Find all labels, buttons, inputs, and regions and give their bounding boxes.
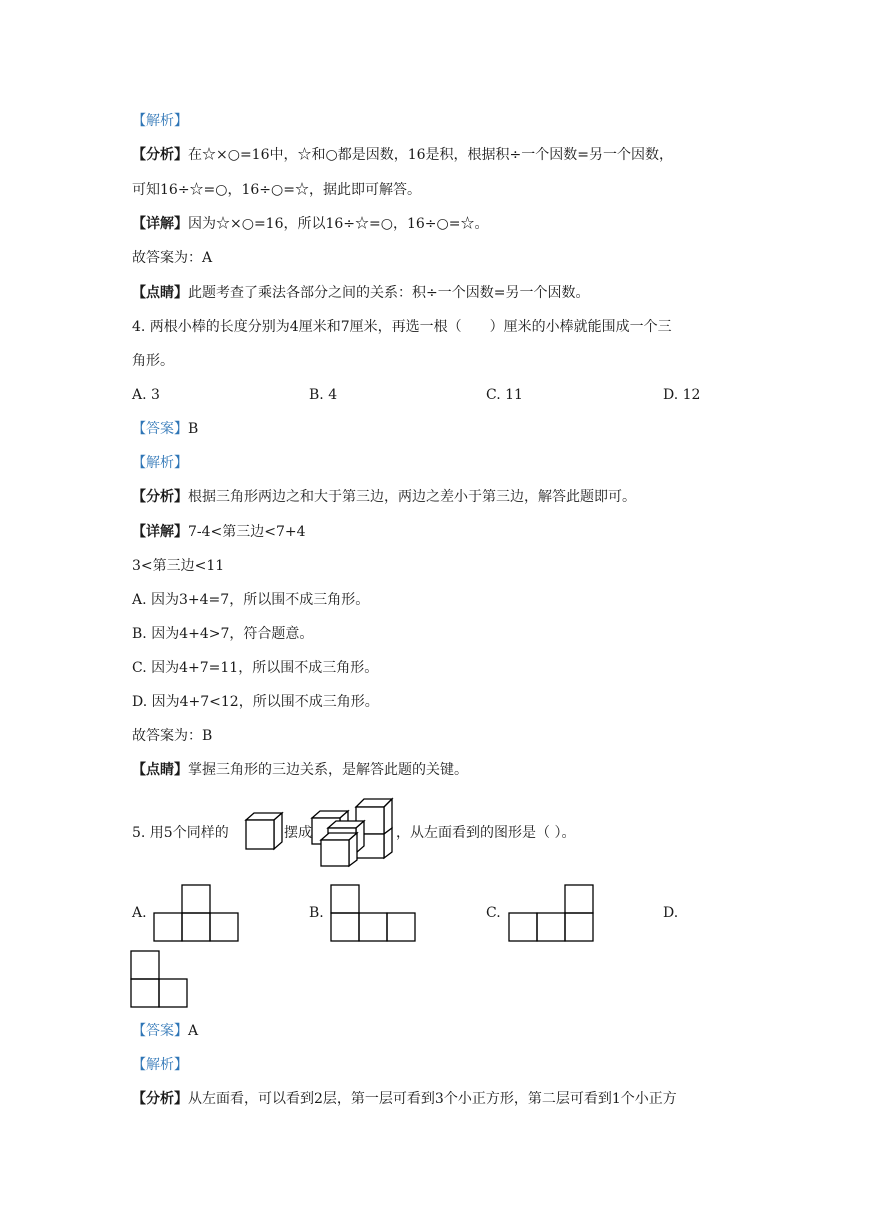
q3-answer-line: 故答案为：A: [132, 250, 213, 266]
q5-stem-part-a: 5. 用5个同样的: [132, 825, 229, 841]
q5-option-d-label: D.: [663, 905, 679, 921]
q5-fenxi-line: [132, 1089, 677, 1109]
q4-fenxi-text: 根据三角形两边之和大于第三边，两边之差小于第三边，解答此题即可。: [188, 489, 636, 505]
option-a-figure: [153, 884, 241, 942]
q4-check-d: D. 因为4+7<12，所以围不成三角形。: [132, 694, 379, 710]
q3-dianjing-line: [132, 283, 589, 303]
q3-xiangjie-text: 因为☆×○=16，所以16÷☆=○，16÷○=☆。: [188, 216, 489, 232]
q4-dianjing-line: [132, 760, 468, 780]
fenxi-tag: 【分析】: [132, 147, 188, 163]
option-c-figure: [508, 884, 596, 942]
daan-tag: 【答案】: [132, 1023, 188, 1039]
dianjing-tag: 【点睛】: [132, 762, 188, 778]
fenxi-tag: 【分析】: [132, 489, 188, 505]
q4-xiangjie-text: 7-4<第三边<7+4: [188, 524, 306, 540]
q4-option-d: D. 12: [663, 387, 701, 403]
q4-analysis-heading: 【解析】: [132, 455, 188, 471]
q3-xiangjie-line: [132, 214, 488, 234]
option-b-figure: [330, 884, 418, 942]
q4-check-b: B. 因为4+4>7，符合题意。: [132, 626, 314, 642]
q4-option-c: C. 11: [486, 387, 523, 403]
q5-option-b-label: B.: [309, 905, 324, 921]
dianjing-tag: 【点睛】: [132, 285, 188, 301]
q3-fenxi-line-2: 可知16÷☆=○，16÷○=☆，据此即可解答。: [132, 182, 421, 198]
q4-check-a: A. 因为3+4=7，所以围不成三角形。: [132, 592, 370, 608]
fenxi-tag: 【分析】: [132, 1091, 188, 1107]
q4-check-c: C. 因为4+7=11，所以围不成三角形。: [132, 660, 379, 676]
q4-stem-line-2: 角形。: [132, 353, 174, 369]
q5-answer-value: A: [188, 1023, 199, 1039]
q3-fenxi-line-1: [132, 145, 673, 165]
q5-answer-heading: [132, 1021, 198, 1041]
single-cube-figure: [244, 810, 284, 852]
q5-stem-part-c: ，从左面看到的图形是（ ）。: [396, 825, 576, 841]
q5-fenxi-text: 从左面看，可以看到2层，第一层可看到3个小正方形，第二层可看到1个小正方: [188, 1091, 677, 1107]
stacked-cubes-figure: [310, 796, 396, 868]
xiangjie-tag: 【详解】: [132, 216, 188, 232]
q5-option-a-label: A.: [132, 905, 147, 921]
q4-xiangjie-line: [132, 522, 306, 542]
q3-dianjing-text: 此题考查了乘法各部分之间的关系：积÷一个因数=另一个因数。: [188, 285, 590, 301]
q5-option-c-label: C.: [486, 905, 501, 921]
q5-analysis-heading: 【解析】: [132, 1057, 188, 1073]
q4-answer-heading: [132, 419, 198, 439]
xiangjie-tag: 【详解】: [132, 524, 188, 540]
daan-tag: 【答案】: [132, 421, 188, 437]
q4-fenxi-line: [132, 487, 636, 507]
q5-stem-part-b: 摆成: [284, 825, 312, 841]
q4-answer-value: B: [188, 421, 199, 437]
q4-option-b: B. 4: [309, 387, 338, 403]
option-d-figure: [130, 950, 190, 1010]
q4-option-a: A. 3: [132, 387, 160, 403]
q4-stem-line-1: 4. 两根小棒的长度分别为4厘米和7厘米，再选一根（ ）厘米的小棒就能围成一个三: [132, 319, 672, 335]
q4-range-line: 3<第三边<11: [132, 558, 225, 574]
q4-dianjing-text: 掌握三角形的三边关系，是解答此题的关键。: [188, 762, 468, 778]
q3-analysis-heading: 【解析】: [132, 113, 188, 129]
q3-fenxi-text-1: 在☆×○=16中，☆和○都是因数，16是积，根据积÷一个因数=另一个因数，: [188, 147, 673, 163]
q4-answer-line: 故答案为：B: [132, 728, 213, 744]
